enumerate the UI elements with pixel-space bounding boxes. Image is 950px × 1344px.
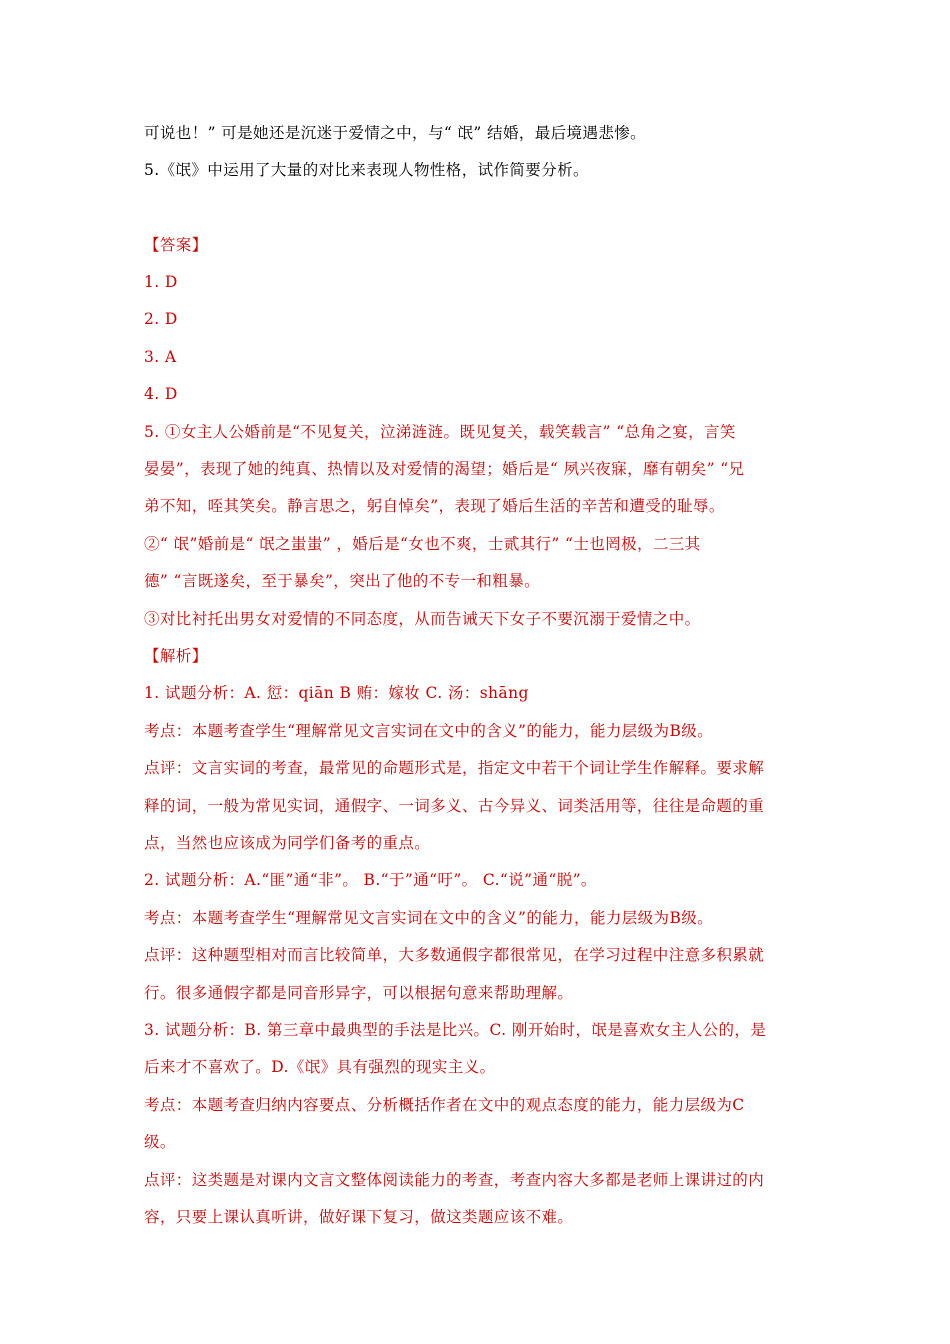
analysis-line: 1. 试题分析：A. 愆：qiān B 贿：嫁妆 C. 汤：shāng [144,684,529,702]
question-line: 5.《氓》中运用了大量的对比来表现人物性格，试作简要分析。 [144,161,589,179]
analysis-line: 点，当然也应该成为同学们备考的重点。 [144,834,431,852]
answer-item: 1. D [144,273,178,291]
analysis-line: 考点：本题考查学生“理解常见文言实词在文中的含义”的能力，能力层级为B级。 [144,722,714,740]
analysis-line: 行。很多通假字都是同音形异字，可以根据句意来帮助理解。 [144,984,574,1002]
analysis-heading: 【解析】 [144,647,208,665]
analysis-line: 点评：文言实词的考查，最常见的命题形式是，指定文中若干个词让学生作解释。要求解 [144,759,765,777]
analysis-line: 容，只要上课认真听讲，做好课下复习，做这类题应该不难。 [144,1208,574,1226]
analysis-line: 后来才不喜欢了。D.《氓》具有强烈的现实主义。 [144,1058,496,1076]
answer5-line: ②“ 氓”婚前是“ 氓之蚩蚩” ，婚后是“女也不爽，士贰其行” “士也罔极，二三其 [144,535,701,553]
analysis-line: 级。 [144,1133,176,1151]
answer-item: 4. D [144,385,178,403]
answer-item: 2. D [144,310,178,328]
analysis-line: 点评：这种题型相对而言比较简单，大多数通假字都很常见，在学习过程中注意多积累就 [144,946,765,964]
answer5-line: 5. ①女主人公婚前是“不见复关，泣涕涟涟。既见复关，载笑载言” “总角之宴，言笑 [144,423,736,441]
answer5-line: 晏晏”，表现了她的纯真、热情以及对爱情的渴望；婚后是“ 夙兴夜寐，靡有朝矣” “兄 [144,460,745,478]
analysis-line: 释的词，一般为常见实词，通假字、一词多义、古今异义、词类活用等，往往是命题的重 [144,797,765,815]
question-line: 可说也！” 可是她还是沉迷于爱情之中，与“ 氓” 结婚，最后境遇悲惨。 [144,124,647,142]
answer-heading: 【答案】 [144,236,208,254]
answer5-line: ③对比衬托出男女对爱情的不同态度，从而告诫天下女子不要沉溺于爱情之中。 [144,610,701,628]
analysis-line: 考点：本题考查学生“理解常见文言实词在文中的含义”的能力，能力层级为B级。 [144,909,714,927]
answer-item: 3. A [144,348,177,366]
answer5-line: 弟不知，咥其笑矣。静言思之，躬自悼矣”，表现了婚后生活的辛苦和遭受的耻辱。 [144,497,725,515]
analysis-line: 2. 试题分析：A.“匪”通“非”。 B.“于”通“吁”。 C.“说”通“脱”。 [144,871,597,889]
answer5-line: 德” “言既遂矣，至于暴矣”，突出了他的不专一和粗暴。 [144,572,541,590]
analysis-line: 考点：本题考查归纳内容要点、分析概括作者在文中的观点态度的能力，能力层级为C [144,1096,745,1114]
analysis-line: 点评：这类题是对课内文言文整体阅读能力的考查，考查内容大多都是老师上课讲过的内 [144,1171,765,1189]
analysis-line: 3. 试题分析：B. 第三章中最典型的手法是比兴。C. 刚开始时，氓是喜欢女主人公的，是 [144,1021,767,1039]
